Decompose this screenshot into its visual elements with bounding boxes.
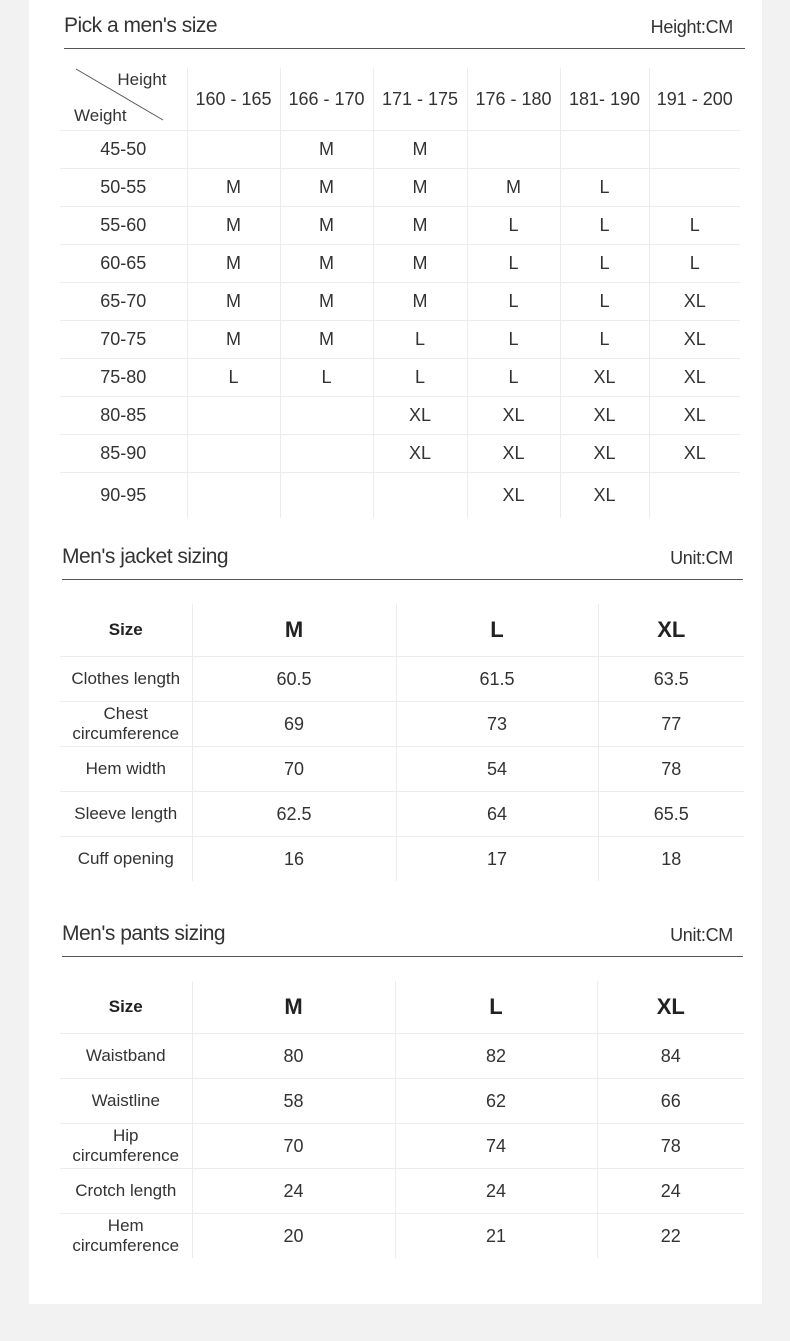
- pants-measure-value: 21: [395, 1214, 597, 1259]
- recommended-size-cell: L: [560, 283, 649, 321]
- weight-range-cell: 85-90: [60, 435, 187, 473]
- pants-measure-value: 58: [192, 1079, 395, 1124]
- pants-measure-row: [60, 1214, 744, 1259]
- jacket-measure-value: 16: [192, 837, 396, 882]
- pants-measure-label: Crotch length: [60, 1169, 192, 1214]
- pants-measure-label: Hem circumference: [60, 1214, 192, 1259]
- height-header: 166 - 170: [280, 68, 373, 131]
- pants-header: [62, 922, 743, 957]
- jacket-measure-value: 54: [396, 747, 598, 792]
- recommended-size-cell: L: [467, 207, 560, 245]
- jacket-measure-value: 73: [396, 702, 598, 747]
- recommended-size-cell: M: [373, 131, 467, 169]
- weight-range-cell: 80-85: [60, 397, 187, 435]
- pants-unit: Unit:CM: [670, 925, 733, 945]
- pants-table: [60, 981, 744, 1258]
- recommended-size-cell: M: [373, 207, 467, 245]
- recommended-size-cell: [280, 435, 373, 473]
- weight-range-cell: 50-55: [60, 169, 187, 207]
- pants-measure-value: 20: [192, 1214, 395, 1259]
- recommended-size-cell: M: [280, 283, 373, 321]
- recommended-size-cell: XL: [649, 397, 740, 435]
- height-header: 160 - 165: [187, 68, 280, 131]
- height-header: 176 - 180: [467, 68, 560, 131]
- jacket-measure-value: 64: [396, 792, 598, 837]
- recommended-size-cell: XL: [373, 397, 467, 435]
- jacket-unit: Unit:CM: [670, 548, 733, 568]
- jacket-header-row: [60, 604, 744, 657]
- recommended-size-cell: XL: [560, 359, 649, 397]
- jacket-measure-row: [60, 702, 744, 747]
- recommended-size-cell: M: [187, 169, 280, 207]
- size-chart-row: [60, 359, 740, 397]
- recommended-size-cell: XL: [649, 435, 740, 473]
- recommended-size-cell: L: [649, 245, 740, 283]
- recommended-size-cell: L: [649, 207, 740, 245]
- jacket-measure-label: Chest circumference: [60, 702, 192, 747]
- weight-range-cell: 45-50: [60, 131, 187, 169]
- recommended-size-cell: M: [187, 245, 280, 283]
- weight-range-cell: 90-95: [60, 473, 187, 519]
- pants-measure-value: 24: [192, 1169, 395, 1214]
- pants-size-header: Size: [60, 981, 192, 1034]
- pants-measure-label: Waistband: [60, 1034, 192, 1079]
- size-chart-row: [60, 283, 740, 321]
- recommended-size-cell: [187, 473, 280, 519]
- recommended-size-cell: L: [373, 359, 467, 397]
- recommended-size-cell: M: [280, 207, 373, 245]
- recommended-size-cell: M: [467, 169, 560, 207]
- corner-weight-label: Weight: [74, 106, 127, 125]
- height-header: 191 - 200: [656, 88, 733, 109]
- recommended-size-cell: M: [280, 321, 373, 359]
- pants-measure-row: [60, 1079, 744, 1124]
- recommended-size-cell: XL: [649, 359, 740, 397]
- jacket-measure-value: 77: [598, 702, 744, 747]
- recommended-size-cell: XL: [467, 435, 560, 473]
- weight-range-cell: 70-75: [60, 321, 187, 359]
- recommended-size-cell: L: [560, 321, 649, 359]
- jacket-measure-label: Clothes length: [60, 657, 192, 702]
- recommended-size-cell: XL: [467, 473, 560, 519]
- recommended-size-cell: L: [373, 321, 467, 359]
- pants-size-m: M: [192, 981, 395, 1034]
- jacket-measure-value: 63.5: [598, 657, 744, 702]
- jacket-size-xl: XL: [657, 617, 686, 642]
- size-chart-row: [60, 207, 740, 245]
- recommended-size-cell: [560, 131, 649, 169]
- size-chart-row: [60, 245, 740, 283]
- recommended-size-cell: L: [467, 283, 560, 321]
- jacket-size-m: M: [192, 604, 396, 657]
- pants-measure-value: 62: [395, 1079, 597, 1124]
- size-chart-header-row: [60, 68, 740, 131]
- recommended-size-cell: [649, 131, 740, 169]
- pants-measure-value: 80: [192, 1034, 395, 1079]
- size-chart-row: [60, 473, 740, 519]
- recommended-size-cell: L: [467, 245, 560, 283]
- size-chart-table: [60, 68, 740, 518]
- recommended-size-cell: M: [373, 169, 467, 207]
- size-chart-row: [60, 435, 740, 473]
- pants-measure-value: 24: [597, 1169, 744, 1214]
- recommended-size-cell: [467, 131, 560, 169]
- recommended-size-cell: L: [280, 359, 373, 397]
- jacket-measure-value: 17: [396, 837, 598, 882]
- jacket-measure-row: [60, 792, 744, 837]
- recommended-size-cell: L: [467, 359, 560, 397]
- recommended-size-cell: XL: [467, 397, 560, 435]
- jacket-measure-row: [60, 657, 744, 702]
- pants-measure-value: 24: [395, 1169, 597, 1214]
- recommended-size-cell: M: [373, 245, 467, 283]
- corner-cell: [60, 68, 187, 131]
- recommended-size-cell: M: [187, 207, 280, 245]
- weight-range-cell: 75-80: [60, 359, 187, 397]
- jacket-measure-row: [60, 747, 744, 792]
- pants-size-xl: XL: [656, 994, 685, 1019]
- pants-measure-value: 82: [395, 1034, 597, 1079]
- size-chart-header: [64, 14, 745, 49]
- jacket-title: Men's jacket sizing: [62, 545, 229, 568]
- recommended-size-cell: XL: [373, 435, 467, 473]
- size-chart-title: Pick a men's size: [64, 14, 218, 37]
- jacket-measure-value: 65.5: [598, 792, 744, 837]
- jacket-measure-value: 62.5: [192, 792, 396, 837]
- jacket-size-header: Size: [60, 604, 192, 657]
- jacket-measure-value: 18: [598, 837, 744, 882]
- pants-measure-row: [60, 1034, 744, 1079]
- weight-range-cell: 65-70: [60, 283, 187, 321]
- pants-measure-label: Hip circumference: [60, 1124, 192, 1169]
- recommended-size-cell: L: [187, 359, 280, 397]
- recommended-size-cell: XL: [649, 321, 740, 359]
- recommended-size-cell: L: [560, 169, 649, 207]
- recommended-size-cell: XL: [560, 473, 649, 519]
- pants-title: Men's pants sizing: [62, 922, 226, 945]
- recommended-size-cell: M: [187, 321, 280, 359]
- pants-measure-value: 84: [597, 1034, 744, 1079]
- jacket-measure-label: Cuff opening: [60, 837, 192, 882]
- size-chart-row: [60, 131, 740, 169]
- recommended-size-cell: M: [280, 245, 373, 283]
- recommended-size-cell: M: [373, 283, 467, 321]
- jacket-measure-value: 70: [192, 747, 396, 792]
- jacket-header: [62, 545, 743, 580]
- recommended-size-cell: XL: [649, 283, 740, 321]
- recommended-size-cell: M: [187, 283, 280, 321]
- recommended-size-cell: L: [467, 321, 560, 359]
- jacket-measure-value: 78: [598, 747, 744, 792]
- height-header: 181- 190: [560, 68, 649, 131]
- pants-measure-label: Waistline: [60, 1079, 192, 1124]
- jacket-measure-value: 69: [192, 702, 396, 747]
- jacket-measure-value: 61.5: [396, 657, 598, 702]
- recommended-size-cell: [280, 397, 373, 435]
- height-header: 171 - 175: [373, 68, 467, 131]
- recommended-size-cell: [649, 473, 740, 519]
- weight-range-cell: 60-65: [60, 245, 187, 283]
- pants-size-l: L: [395, 981, 597, 1034]
- jacket-measure-label: Hem width: [60, 747, 192, 792]
- pants-measure-row: [60, 1124, 744, 1169]
- recommended-size-cell: L: [560, 207, 649, 245]
- pants-measure-value: 78: [597, 1124, 744, 1169]
- weight-range-cell: 55-60: [60, 207, 187, 245]
- jacket-size-l: L: [396, 604, 598, 657]
- size-chart-row: [60, 397, 740, 435]
- recommended-size-cell: [649, 169, 740, 207]
- pants-measure-value: 70: [192, 1124, 395, 1169]
- jacket-measure-row: [60, 837, 744, 882]
- size-chart-row: [60, 321, 740, 359]
- jacket-table: [60, 604, 744, 881]
- size-chart-row: [60, 169, 740, 207]
- size-chart-unit: Height:CM: [650, 17, 733, 37]
- recommended-size-cell: XL: [560, 397, 649, 435]
- recommended-size-cell: L: [560, 245, 649, 283]
- recommended-size-cell: M: [280, 169, 373, 207]
- recommended-size-cell: [187, 397, 280, 435]
- pants-measure-row: [60, 1169, 744, 1214]
- jacket-measure-label: Sleeve length: [60, 792, 192, 837]
- recommended-size-cell: [187, 131, 280, 169]
- recommended-size-cell: [280, 473, 373, 519]
- recommended-size-cell: XL: [560, 435, 649, 473]
- recommended-size-cell: [187, 435, 280, 473]
- jacket-measure-value: 60.5: [192, 657, 396, 702]
- recommended-size-cell: M: [280, 131, 373, 169]
- pants-measure-value: 74: [395, 1124, 597, 1169]
- recommended-size-cell: [373, 473, 467, 519]
- pants-measure-value: 22: [597, 1214, 744, 1259]
- corner-height-label: Height: [117, 70, 167, 89]
- pants-header-row: [60, 981, 744, 1034]
- pants-measure-value: 66: [597, 1079, 744, 1124]
